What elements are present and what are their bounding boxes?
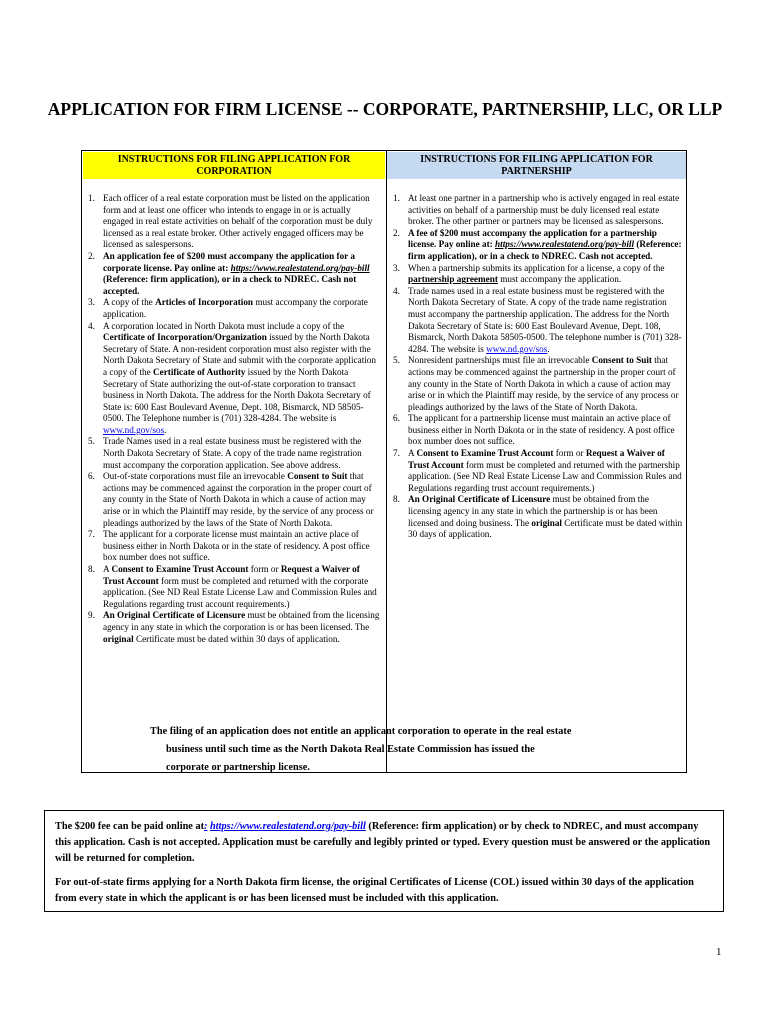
instruction-text: When a partnership submits its application for a license, a copy of the bbox=[408, 262, 665, 273]
instruction-number: 3. bbox=[393, 262, 400, 273]
fee-notice-box bbox=[44, 810, 724, 912]
instruction-item bbox=[88, 436, 381, 471]
instruction-text: that actions may be commenced against the partnership in the proper court of any county in the State of North Dakota in which a cause of action may arise or in which the Plaintiff may reside, by the service of any process or pleadings authorized by the laws of the State of North Dakota. bbox=[408, 355, 679, 412]
instruction-text: issued by the North Dakota Secretary of State. A non-resident corporation must also register with the North Dakota Secretary of State and submit with the corporate application a copy of the bbox=[103, 332, 376, 377]
instruction-item bbox=[88, 610, 381, 645]
instruction-number: 3. bbox=[88, 297, 95, 308]
instruction-text: The applicant for a corporate license must maintain an active place of business either in North Dakota or in the state of residency. A post office box number does not suffice. bbox=[103, 529, 370, 563]
pay-bill-link[interactable]: https://www.realestatend.org/pay-bill bbox=[210, 821, 366, 832]
instruction-text: A corporation located in North Dakota must include a copy of the bbox=[103, 320, 345, 331]
instruction-number: 7. bbox=[88, 529, 95, 540]
instruction-text: original bbox=[103, 633, 134, 644]
corporation-header: INSTRUCTIONS FOR FILING APPLICATION FOR CORPORATION bbox=[83, 152, 385, 179]
instruction-text: (Reference: firm application), or in a check to NDREC. Cash not accepted. bbox=[103, 274, 357, 296]
instruction-item bbox=[393, 448, 683, 494]
instruction-item bbox=[88, 529, 381, 564]
page-number: 1 bbox=[716, 946, 722, 958]
instruction-item bbox=[393, 263, 683, 286]
instruction-item bbox=[88, 251, 381, 297]
instruction-text: Certificate of Authority bbox=[153, 366, 246, 377]
instruction-text[interactable]: https://www.realestatend.org/pay-bill bbox=[230, 262, 370, 273]
instruction-number: 9. bbox=[88, 610, 95, 621]
instruction-number: 1. bbox=[88, 193, 95, 203]
instruction-text: At least one partner in a partnership who is actively engaged in real estate activities on behalf of a partnership must be duly licensed real estate broker. The other partner or partners may be licensed as salespersons. bbox=[408, 193, 680, 227]
page-title: APPLICATION FOR FIRM LICENSE -- CORPORATE, PARTNERSHIP, LLC, OR LLP bbox=[47, 99, 723, 119]
instruction-text: Request a Waiver of Trust Account bbox=[408, 448, 665, 470]
instruction-text: A copy of the bbox=[103, 297, 156, 308]
instruction-item bbox=[88, 193, 381, 251]
instruction-text: issued by the North Dakota Secretary of State authorizing the out-of-state corporation to transact business in North Dakota. The address for the North Dakota Secretary of State is: 600 East Boulevard Avenue, Dept. 108, Bismarck, ND 58505-0500. The Telephone number is (701) 328-4284. The website is bbox=[103, 366, 371, 424]
column-divider bbox=[386, 151, 387, 773]
instruction-text: must accompany the corporate application. bbox=[103, 297, 368, 319]
out-of-state-paragraph: For out-of-state firms applying for a North Dakota firm license, the original Certificates of License (COL) issued within 30 days of the application from every state in which the applicant is or has been licensed must be included with this application. bbox=[55, 877, 694, 904]
instruction-text: form must be completed and returned with the corporate application. (See ND Real Estate License Law and Commission Rules and Regulations regarding trust account requirements.) bbox=[103, 575, 377, 609]
instruction-text: . bbox=[164, 424, 167, 435]
instruction-text: Trade names used in a real estate business must be registered with the North Dakota Secretary of State. A copy of the trade name registration must accompany the partnership application. The address for the North Dakota Secretary of State is: 600 East Boulevard Avenue, Dept. 108, Bismarck, North Dakota 58505-0500. The telephone number is (701) 328-4284. The website is bbox=[408, 285, 682, 354]
filing-notice bbox=[150, 723, 620, 777]
website-link[interactable]: www.nd.gov/sos bbox=[103, 424, 165, 435]
partnership-instructions bbox=[393, 193, 683, 541]
instruction-text: Consent to Suit bbox=[287, 471, 348, 482]
instruction-number: 2. bbox=[393, 227, 400, 238]
instruction-text: partnership agreement bbox=[408, 274, 498, 285]
instruction-number: 7. bbox=[393, 448, 400, 459]
instruction-text: A fee of $200 must accompany the application for a partnership license. Pay online at: bbox=[408, 227, 657, 250]
instruction-number: 8. bbox=[393, 494, 400, 505]
instruction-item bbox=[88, 321, 381, 437]
instruction-text: Trade Names used in a real estate business must be registered with the North Dakota Secretary of State. A copy of the trade name registration must accompany the corporation application. See above address. bbox=[103, 436, 362, 470]
instruction-text: An Original Certificate of Licensure bbox=[103, 610, 246, 621]
partnership-instruction-list bbox=[393, 193, 683, 541]
corporation-instructions bbox=[88, 193, 381, 645]
fee-payment-paragraph bbox=[55, 819, 713, 867]
instruction-text: Articles of Incorporation bbox=[155, 297, 254, 308]
instruction-item bbox=[393, 355, 683, 413]
instruction-text: form must be completed and returned with the partnership application. (See ND Real Estate License Law and Commission Rules and Regulations regarding trust account requirements.) bbox=[408, 459, 682, 493]
instruction-text: Certificate must be dated within 30 days of application. bbox=[133, 633, 340, 644]
instruction-text: . bbox=[547, 343, 550, 354]
instruction-number: 8. bbox=[88, 564, 95, 574]
fee-text: (Reference: firm application) or by check to NDREC, and must accompany this application. Cash is not accepted. Application must be carefully and legibly printed or typed. Every question must be answered or the application will be returned for completion. bbox=[55, 821, 711, 864]
instruction-item bbox=[393, 228, 683, 263]
instruction-item bbox=[88, 471, 381, 529]
instruction-number: 1. bbox=[393, 193, 400, 203]
instruction-text: (Reference: firm application), or in a check to NDREC. Cash not accepted. bbox=[408, 239, 682, 261]
instruction-text: Consent to Examine Trust Account bbox=[416, 448, 554, 459]
instruction-text: Request a Waiver of Trust Account bbox=[103, 564, 360, 586]
corporation-instruction-list bbox=[88, 193, 381, 645]
instruction-text: must accompany the application. bbox=[497, 274, 622, 285]
instruction-number: 5. bbox=[88, 436, 95, 447]
instruction-item bbox=[88, 297, 381, 320]
instruction-text: A bbox=[408, 448, 417, 459]
instruction-text: form or bbox=[248, 564, 281, 574]
instruction-text: Certificate of Incorporation/Organization bbox=[103, 332, 267, 343]
instruction-text: A bbox=[103, 564, 112, 574]
instruction-text: Certificate must be dated within 30 days of application. bbox=[408, 517, 683, 540]
instruction-number: 2. bbox=[88, 250, 95, 261]
instruction-text: The applicant for a partnership license must maintain an active place of business either in North Dakota or in the state of residency. A post office box number does not suffice. bbox=[408, 413, 675, 447]
instruction-text: must be obtained from the licensing agency in any state in which the corporation is or has been licensed. The bbox=[103, 610, 380, 632]
instruction-text: An application fee of $200 must accompany the application for a corporate license. Pay online at: bbox=[103, 250, 355, 273]
instruction-item bbox=[393, 286, 683, 356]
instruction-text[interactable]: https://www.realestatend.org/pay-bill bbox=[495, 239, 635, 250]
instruction-text: original bbox=[531, 517, 562, 528]
instruction-text: Consent to Suit bbox=[591, 355, 652, 366]
instruction-text: Consent to Examine Trust Account bbox=[111, 564, 249, 574]
instruction-text: that actions may be commenced against the corporation in the proper court of any county in the State of North Dakota in which a cause of action may arise or in which the Plaintiff may reside, by the service of any process or pleadings authorized by the laws of the State of North Dakota. bbox=[103, 471, 374, 528]
filing-notice-line: business until such time as the North Dakota Real Estate Commission has issued the bbox=[166, 744, 535, 755]
instruction-item bbox=[88, 564, 381, 610]
instruction-text: Nonresident partnerships must file an irrevocable bbox=[408, 355, 592, 366]
instruction-number: 4. bbox=[88, 320, 95, 331]
website-link[interactable]: www.nd.gov/sos bbox=[486, 343, 548, 354]
instruction-text: form or bbox=[553, 448, 586, 459]
instruction-item bbox=[393, 413, 683, 448]
instruction-text: Each officer of a real estate corporation must be listed on the application form and at least one officer who intends to engage in or is actually engaged in real estate activities on behalf of the corporation must be duly licensed as a real estate broker. Other actively engaged officers may be licensed as salespersons. bbox=[103, 193, 373, 250]
pay-bill-link[interactable]: : bbox=[204, 821, 208, 832]
instructions-table bbox=[81, 150, 687, 773]
instruction-text: Out-of-state corporations must file an irrevocable bbox=[103, 471, 288, 482]
instruction-item bbox=[393, 494, 683, 540]
instruction-text: An Original Certificate of Licensure bbox=[408, 494, 551, 505]
instruction-number: 5. bbox=[393, 355, 400, 366]
filing-notice-line: The filing of an application does not entitle an applicant corporation to operate in the real estate bbox=[150, 726, 572, 737]
filing-notice-line: corporate or partnership license. bbox=[166, 762, 310, 773]
instruction-number: 6. bbox=[88, 471, 95, 482]
instruction-number: 4. bbox=[393, 285, 400, 296]
instruction-text: must be obtained from the licensing agency in any state in which the partnership is or has been licensed and doing business. The bbox=[408, 494, 658, 528]
instruction-number: 6. bbox=[393, 413, 400, 424]
partnership-header: INSTRUCTIONS FOR FILING APPLICATION FOR PARTNERSHIP bbox=[387, 152, 686, 179]
fee-text: The $200 fee can be paid online at bbox=[55, 821, 205, 832]
instruction-item bbox=[393, 193, 683, 228]
